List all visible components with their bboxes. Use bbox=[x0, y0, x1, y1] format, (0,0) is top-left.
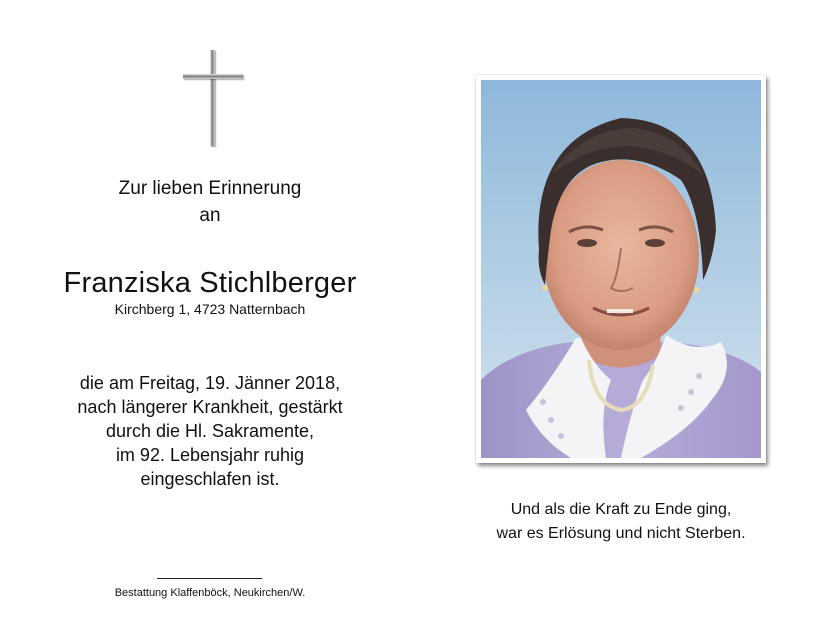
signature-divider bbox=[157, 578, 262, 579]
portrait-frame bbox=[476, 75, 766, 463]
notice-line-4: im 92. Lebensjahr ruhig bbox=[115, 445, 305, 465]
notice-line-1: die am Freitag, 19. Jänner 2018, bbox=[79, 373, 341, 393]
quote-line-2: war es Erlösung und nicht Sterben. bbox=[496, 525, 746, 542]
cross-vertical-bar bbox=[210, 50, 215, 146]
notice-line-2: nach längerer Krankheit, gestärkt bbox=[77, 397, 343, 417]
quote-line-1: Und als die Kraft zu Ende ging, bbox=[510, 501, 732, 518]
deceased-address: Kirchberg 1, 4723 Natternbach bbox=[114, 301, 306, 317]
memorial-quote bbox=[466, 498, 776, 546]
notice-line-5: eingeschlafen ist. bbox=[140, 469, 280, 489]
deceased-name: Franziska Stichlberger bbox=[63, 267, 357, 299]
memorial-heading bbox=[60, 175, 360, 229]
cross-horizontal-bar bbox=[183, 74, 243, 79]
portrait-photo bbox=[481, 80, 761, 458]
cross-icon bbox=[183, 50, 243, 146]
notice-line-3: durch die Hl. Sakramente, bbox=[105, 421, 315, 441]
heading-line-2: an bbox=[199, 205, 221, 226]
heading-line-1: Zur lieben Erinnerung bbox=[118, 178, 302, 199]
undertaker-credit: Bestattung Klaffenböck, Neukirchen/W. bbox=[114, 587, 306, 599]
death-notice-text bbox=[30, 371, 390, 491]
